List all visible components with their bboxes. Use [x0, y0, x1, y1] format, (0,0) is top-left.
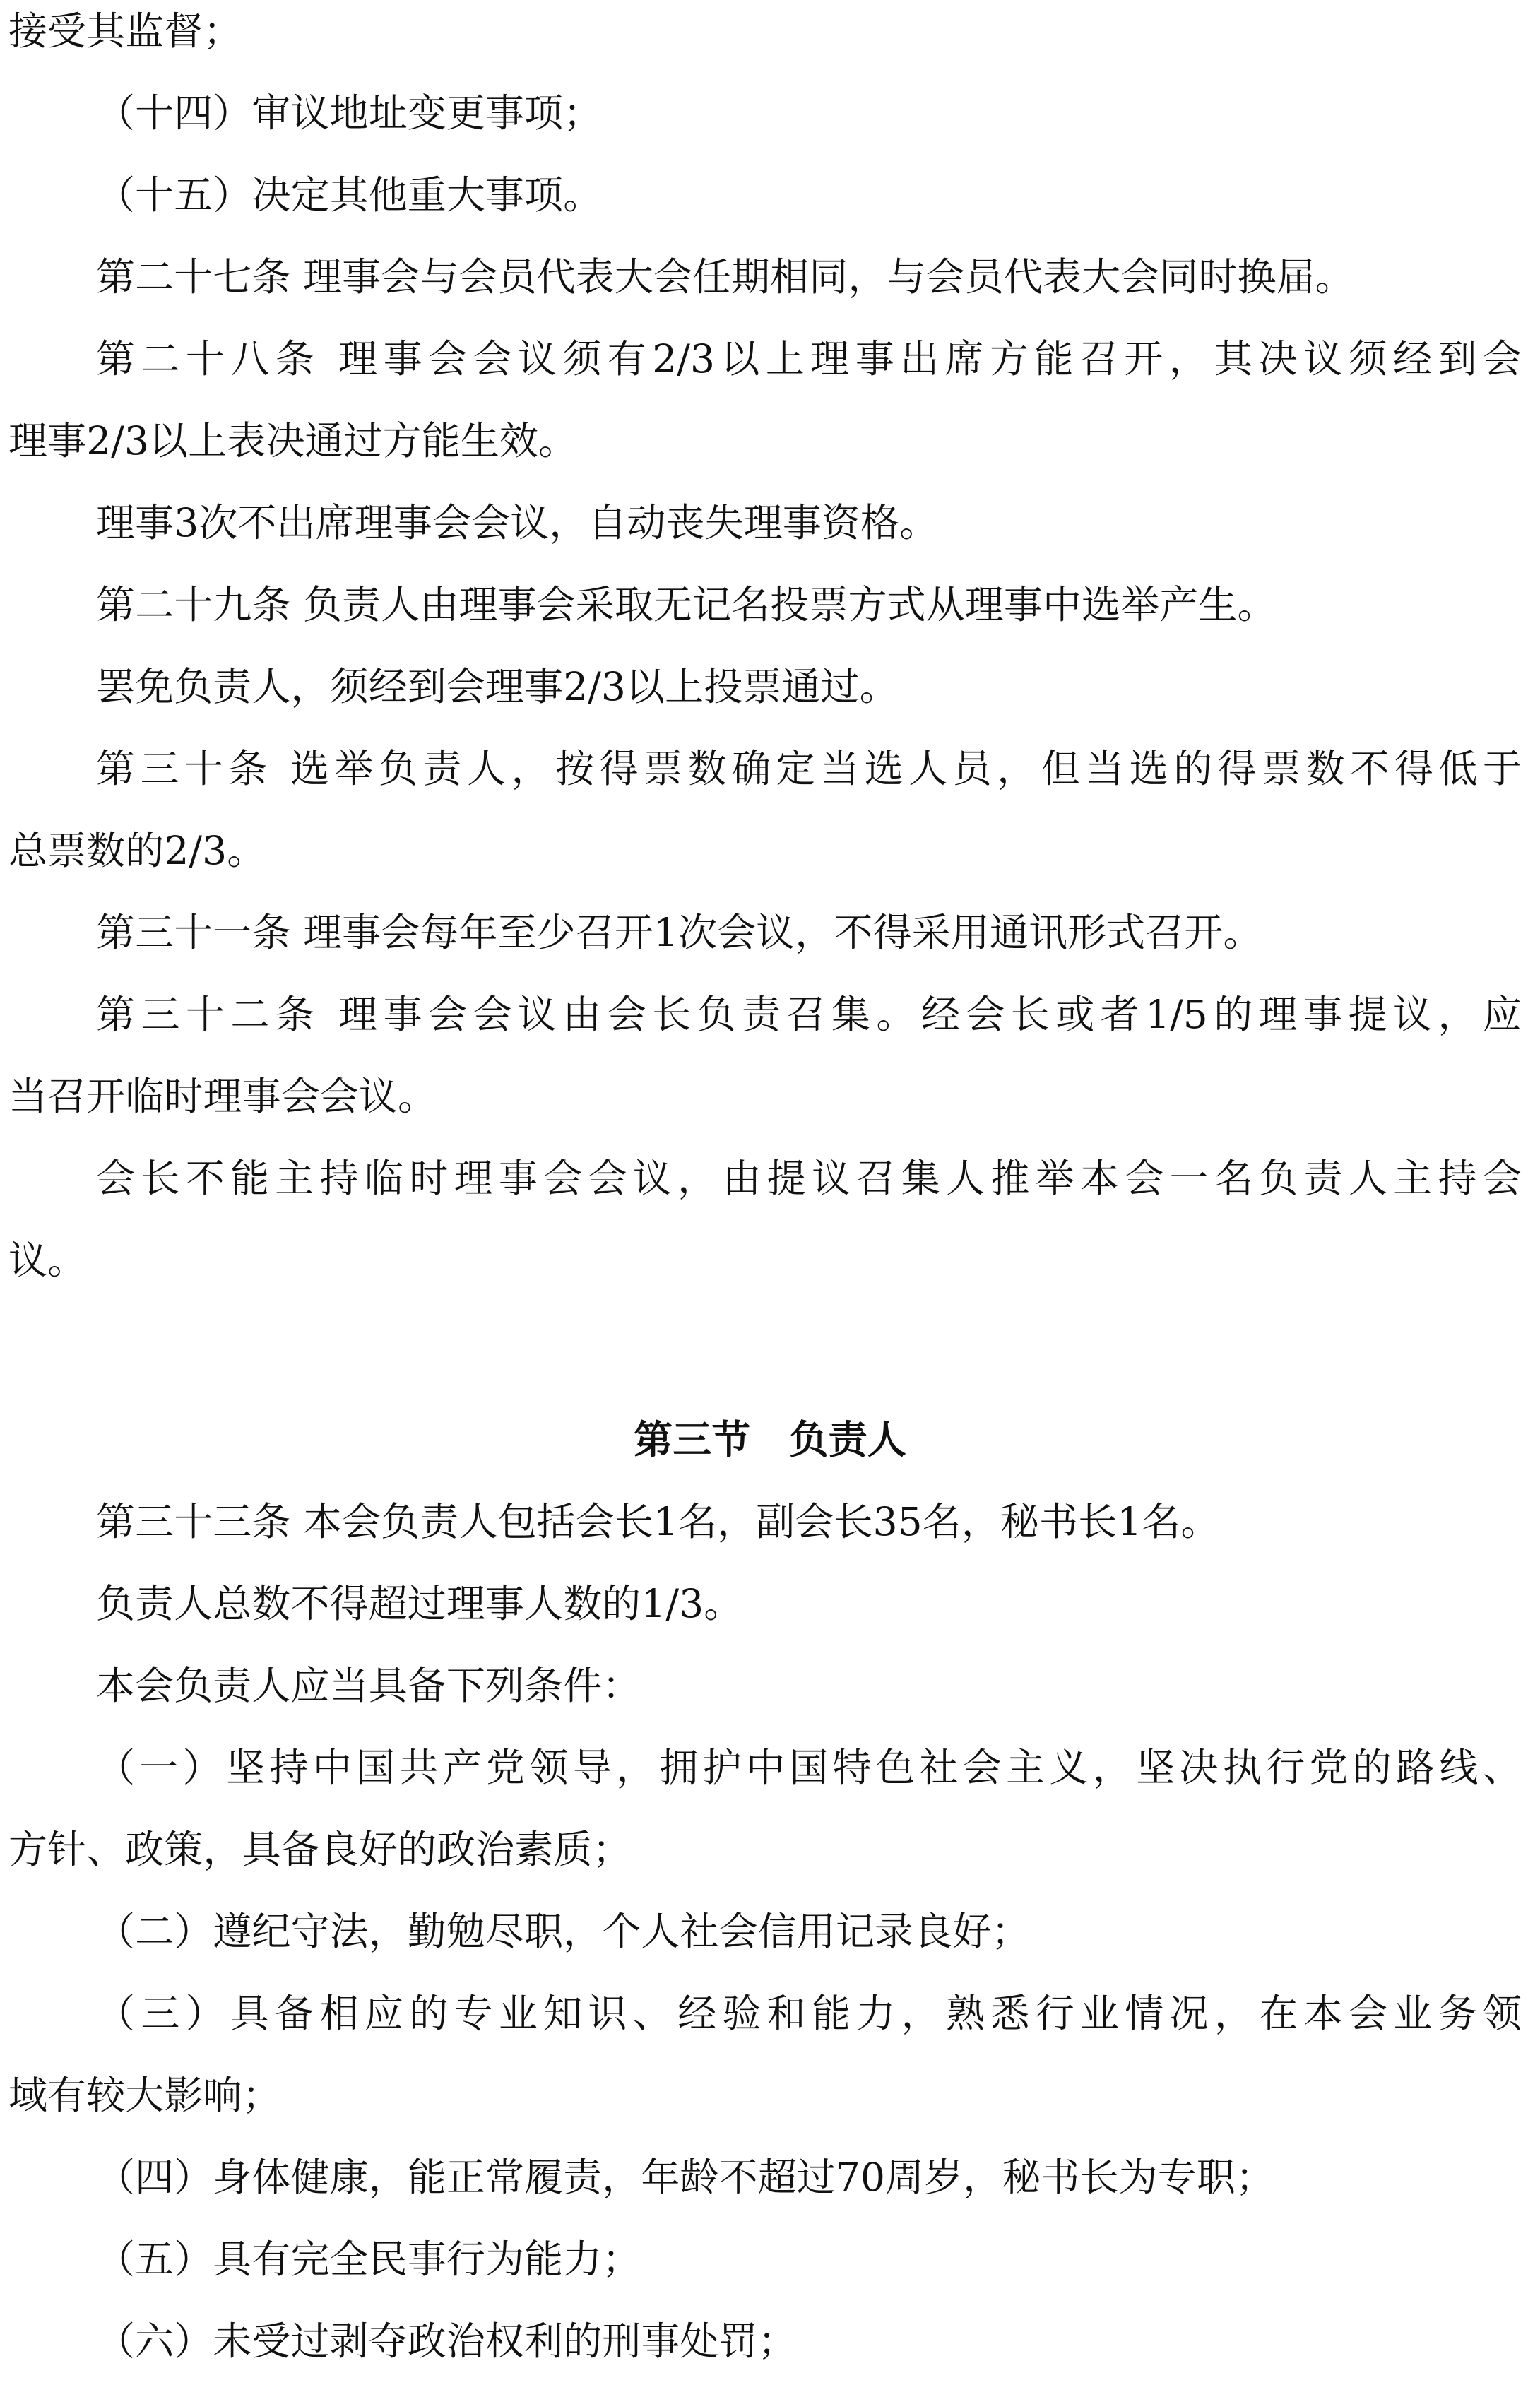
text-line: （十五）决定其他重大事项。: [96, 172, 603, 218]
text-line: 会长不能主持临时理事会会议，由提议召集人推举本会一名负责人主持会: [96, 1156, 1522, 1201]
text-line: 域有较大影响；: [8, 2073, 281, 2118]
section-heading: 第三节 负责人: [634, 1417, 906, 1462]
text-line: 理事3次不出席理事会会议，自动丧失理事资格。: [96, 500, 939, 545]
text-line: 第三十三条 本会负责人包括会长1名，副会长35名，秘书长1名。: [96, 1499, 1220, 1544]
text-line: 第三十一条 理事会每年至少召开1次会议，不得采用通讯形式召开。: [96, 910, 1262, 955]
text-line: （四）身体健康，能正常履责，年龄不超过70周岁，秘书长为专职；: [96, 2155, 1275, 2200]
text-line: 接受其监督；: [8, 8, 242, 54]
text-line: 当召开临时理事会会议。: [8, 1074, 437, 1119]
text-line: 第二十八条 理事会会议须有2/3以上理事出席方能召开，其决议须经到会: [96, 336, 1522, 381]
text-line: （五）具有完全民事行为能力；: [96, 2237, 641, 2282]
text-line: （二）遵纪守法，勤勉尽职，个人社会信用记录良好；: [96, 1909, 1031, 1954]
text-line: 理事2/3以上表决通过方能生效。: [8, 418, 578, 463]
text-line: （六）未受过剥夺政治权利的刑事处罚；: [96, 2319, 797, 2364]
text-line: 第三十二条 理事会会议由会长负责召集。经会长或者1/5的理事提议，应: [96, 992, 1522, 1037]
text-line: 罢免负责人，须经到会理事2/3以上投票通过。: [96, 664, 899, 709]
text-line: 第二十七条 理事会与会员代表大会任期相同，与会员代表大会同时换届。: [96, 254, 1354, 300]
text-line: 本会负责人应当具备下列条件：: [96, 1663, 641, 1708]
text-line: （三）具备相应的专业知识、经验和能力，熟悉行业情况，在本会业务领: [96, 1991, 1522, 2036]
text-line: 总票数的2/3。: [8, 828, 266, 873]
text-line: （一）坚持中国共产党领导，拥护中国特色社会主义，坚决执行党的路线、: [96, 1745, 1522, 1790]
text-line: 方针、政策，具备良好的政治素质；: [8, 1827, 632, 1872]
text-line: 议。: [8, 1238, 87, 1283]
text-line: 负责人总数不得超过理事人数的1/3。: [96, 1581, 743, 1626]
text-line: 第二十九条 负责人由理事会采取无记名投票方式从理事中选举产生。: [96, 582, 1277, 627]
text-line: （十四）审议地址变更事项；: [96, 90, 603, 136]
text-line: 第三十条 选举负责人，按得票数确定当选人员，但当选的得票数不得低于: [96, 746, 1522, 791]
